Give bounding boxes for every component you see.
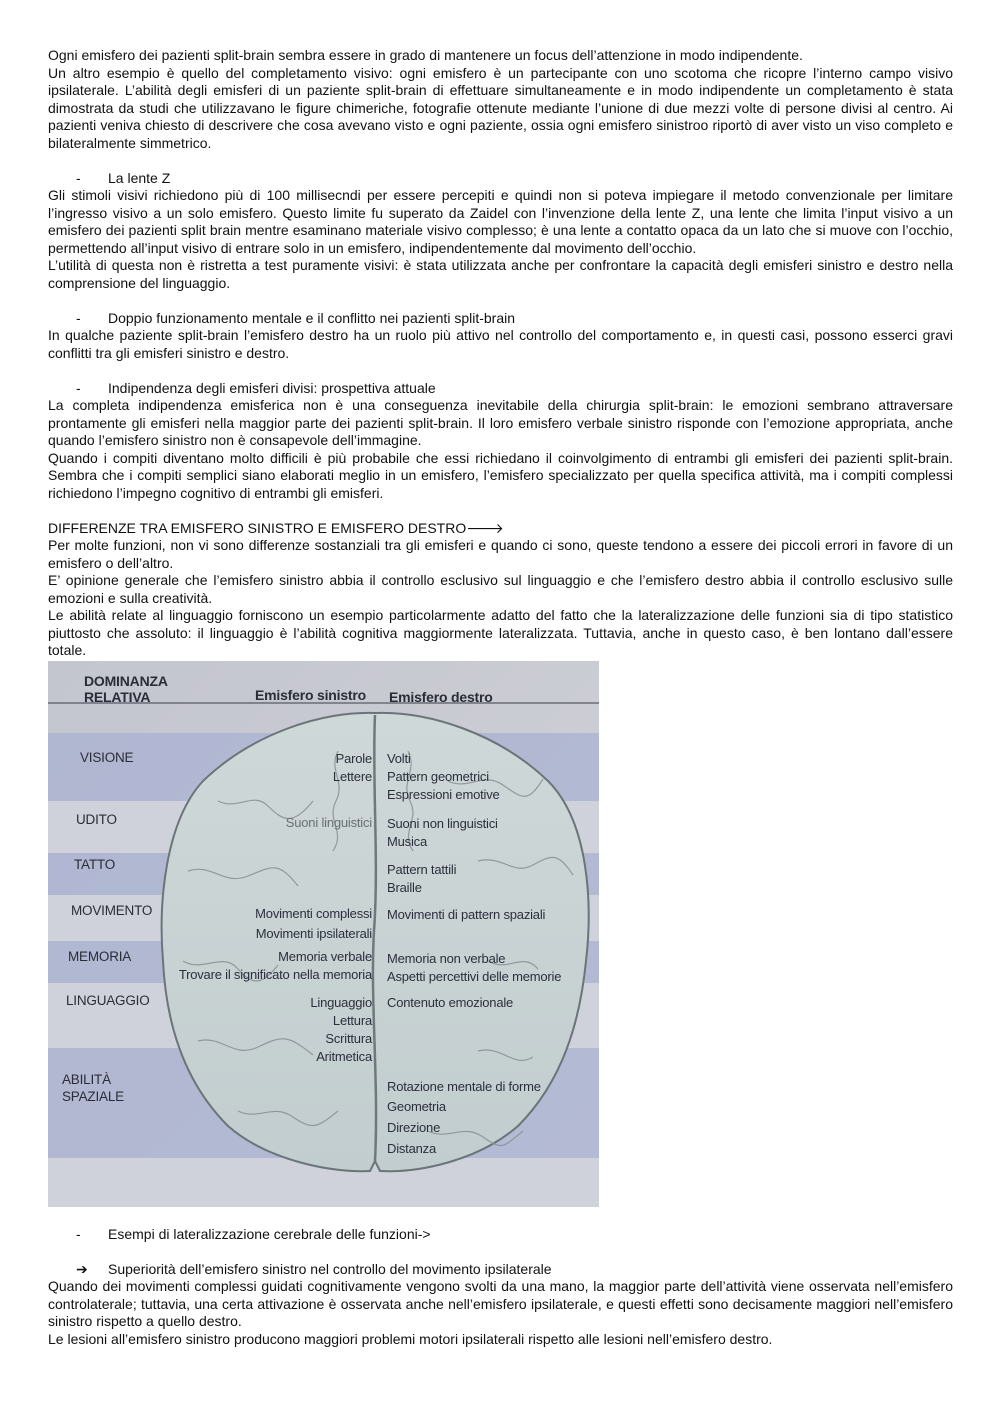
paragraph: La completa indipendenza emisferica non è una conseguenza inevitabile della chirurgia split-brain: le emozioni sembrano attraversare prontamente gli emisferi nella maggior parte dei pazienti split-brain. Il loro emisfero verbale sinistro risponde con l’emozione appropriata, anche quando l’emisfero sinistro non è consapevole dell’immagine. (48, 397, 953, 448)
section-title: La lente Z (108, 169, 171, 186)
left-label-trovare: Trovare il significato nella memoria (178, 966, 372, 982)
right-label-aspetti: Aspetti percettivi delle memorie (387, 968, 562, 984)
right-label-suoni-non: Suoni non linguistici (387, 815, 498, 831)
left-label-linguaggio: Linguaggio (310, 994, 372, 1010)
right-label-mov-pattern: Movimenti di pattern spaziali (387, 906, 546, 922)
bullet-text: Superiorità dell’emisfero sinistro nel controllo del movimento ipsilaterale (108, 1260, 552, 1277)
paragraph: Un altro esempio è quello del completamento visivo: ogni emisfero è un partecipante con uno scotoma che ricopre l’interno campo visivo ipsilaterale. L’abilità degli emisferi di un paziente split-brain di effettuare simultaneamente e in modo indipendente un completamento è stata dimostrata da studi che utilizzavano le figure chimeriche, fotografie ottenute mediante l’unione di due mezzi volte di persone divisi al centro. Ai pazienti veniva chiesto di descrivere che cosa avevano visto e ogni paziente, ossia ogni emisfero sinistroo riportò di aver visto un viso completo e bilateralmente simmetrico. (48, 64, 953, 151)
bullet-superiorita (48, 1261, 953, 1279)
category-memoria: MEMORIA (68, 948, 132, 964)
paragraph: L’utilità di questa non è ristretta a test puramente visivi: è stata utilizzata anche per confrontare la capacità degli emisferi sinistro e destro nella comprensione del linguaggio. (48, 257, 953, 291)
dash-marker: - (76, 309, 81, 326)
right-label-contenuto: Contenuto emozionale (387, 994, 514, 1010)
category-tatto: TATTO (74, 856, 115, 872)
dash-marker: - (76, 169, 81, 186)
right-label-braille: Braille (387, 879, 422, 895)
paragraph: Le lesioni all’emisfero sinistro producono maggiori problemi motori ipsilaterali rispetto alle lesioni nell’emisfero destro. (48, 1330, 773, 1347)
left-label-mov-ipsi: Movimenti ipsilaterali (255, 925, 372, 941)
right-label-musica: Musica (387, 833, 427, 849)
category-linguaggio: LINGUAGGIO (66, 992, 150, 1008)
paragraph: Quando i compiti diventano molto difficili è più probabile che essi richiedano il coinvolgimento di entrambi gli emisferi dei pazienti split-brain. Sembra che i compiti semplici siano elaborati meglio in un emisfero, l’emisfero specializzato per quella specifica attività, ma i compiti complessi richiedono l’impegno cognitivo di entrambi gli emisferi. (48, 449, 953, 501)
bullet-doppio-funzionamento (48, 310, 953, 328)
left-label-suoni: Suoni linguistici (285, 814, 372, 830)
right-label-direzione: Direzione (387, 1119, 441, 1135)
right-label-pattern-geo: Pattern geometrici (387, 768, 489, 784)
category-visione: VISIONE (80, 749, 134, 765)
paragraph: In qualche paziente split-brain l’emisfero destro ha un ruolo più attivo nel controllo del comportamento e, in questi casi, possono esserci gravi conflitti tra gli emisferi sinistro e destro. (48, 327, 953, 361)
right-label-volti: Volti (387, 750, 411, 766)
section-heading (48, 520, 953, 538)
paragraph: Gli stimoli visivi richiedono più di 100 millisecndi per essere percepiti e quindi non si poteva impiegare il metodo convenzionale per limitare l’ingresso visivo a un solo emisfero. Questo limite fu superato da Zaidel con l’invenzione della lente Z, una lente che limita l’input visivo a un emisfero dei pazienti split brain mentre esaminano materiale visivo complesso; è una lente a contatto opaca da un lato che si muove con l’occhio, permettendo all’input visivo di entrare solo in un emisfero, indipendentemente dal movimento dell’occhio. (48, 187, 953, 256)
paragraph: Per molte funzioni, non vi sono differenze sostanziali tra gli emisferi e quando ci sono, queste tendono a essere dei piccoli errori in favore di un emisfero o dell’altro. (48, 537, 953, 571)
paragraph: E’ opinione generale che l’emisfero sinistro abbia il controllo esclusivo sul linguaggio e che l’emisfero destro abbia il controllo esclusivo sulle emozioni e sulla creatività. (48, 572, 953, 606)
left-label-parole: Parole (335, 750, 372, 766)
category-movimento: MOVIMENTO (71, 902, 153, 918)
section-title: Doppio funzionamento mentale e il conflitto nei pazienti split-brain (108, 309, 516, 326)
left-label-lettura: Lettura (332, 1012, 372, 1028)
left-label-aritmetica: Aritmetica (316, 1048, 372, 1064)
dominance-header: DOMINANZA RELATIVA (84, 672, 168, 705)
right-hemisphere-header: Emisfero destro (389, 688, 493, 705)
category-udito: UDITO (76, 811, 117, 827)
left-label-lettere: Lettere (332, 768, 372, 784)
bullet-esempi (48, 1226, 953, 1244)
paragraph: Le abilità relate al linguaggio forniscono un esempio particolarmente adatto del fatto che la lateralizzazione delle funzioni sia di tipo statistico piuttosto che assoluto: il linguaggio è l’abilità cognitiva maggiormente lateralizzata. Tuttavia, anche in questo caso, è ben lontano dall’essere totale. (48, 607, 953, 658)
dash-marker: - (76, 379, 81, 396)
paragraph: Quando dei movimenti complessi guidati cognitivamente vengono svolti da una mano, la maggior parte dell’attività viene osservata nell’emisfero controlaterale; tuttavia, una certa attivazione è osservata anche nell’emisfero ipsilaterale, e questi effetti sono decisamente maggiori nell’emisfero sinistro rispetto a quello destro. (48, 1278, 953, 1329)
bullet-indipendenza (48, 380, 953, 398)
right-label-distanza: Distanza (387, 1140, 436, 1156)
brain-lateralization-figure (48, 661, 599, 1207)
left-label-mov-complessi: Movimenti complessi (255, 905, 372, 921)
left-label-scrittura: Scrittura (325, 1030, 372, 1046)
document-page (48, 47, 953, 1348)
right-label-mem-non-verbale: Memoria non verbale (387, 950, 506, 966)
category-abilita-spaziale: ABILITÀ SPAZIALE (62, 1071, 124, 1104)
section-title: Indipendenza degli emisferi divisi: prospettiva attuale (108, 379, 436, 396)
right-label-geometria: Geometria (387, 1098, 446, 1114)
bullet-lente-z (48, 170, 953, 188)
arrow-icon: 🡒 (466, 519, 504, 536)
bullet-text: Esempi di lateralizzazione cerebrale delle funzioni-> (108, 1225, 431, 1242)
right-label-pattern-tattili: Pattern tattili (387, 861, 457, 877)
dash-marker: - (76, 1225, 81, 1242)
right-label-rotazione: Rotazione mentale di forme (387, 1078, 541, 1094)
heading-text: DIFFERENZE TRA EMISFERO SINISTRO E EMISFERO DESTRO (48, 519, 467, 536)
left-hemisphere-header: Emisfero sinistro (255, 686, 366, 703)
right-label-espressioni: Espressioni emotive (387, 786, 500, 802)
paragraph: Ogni emisfero dei pazienti split-brain sembra essere in grado di mantenere un focus dell’attenzione in modo indipendente. (48, 47, 803, 63)
arrow-icon: ➔ (76, 1260, 88, 1277)
left-label-mem-verbale: Memoria verbale (278, 948, 372, 964)
